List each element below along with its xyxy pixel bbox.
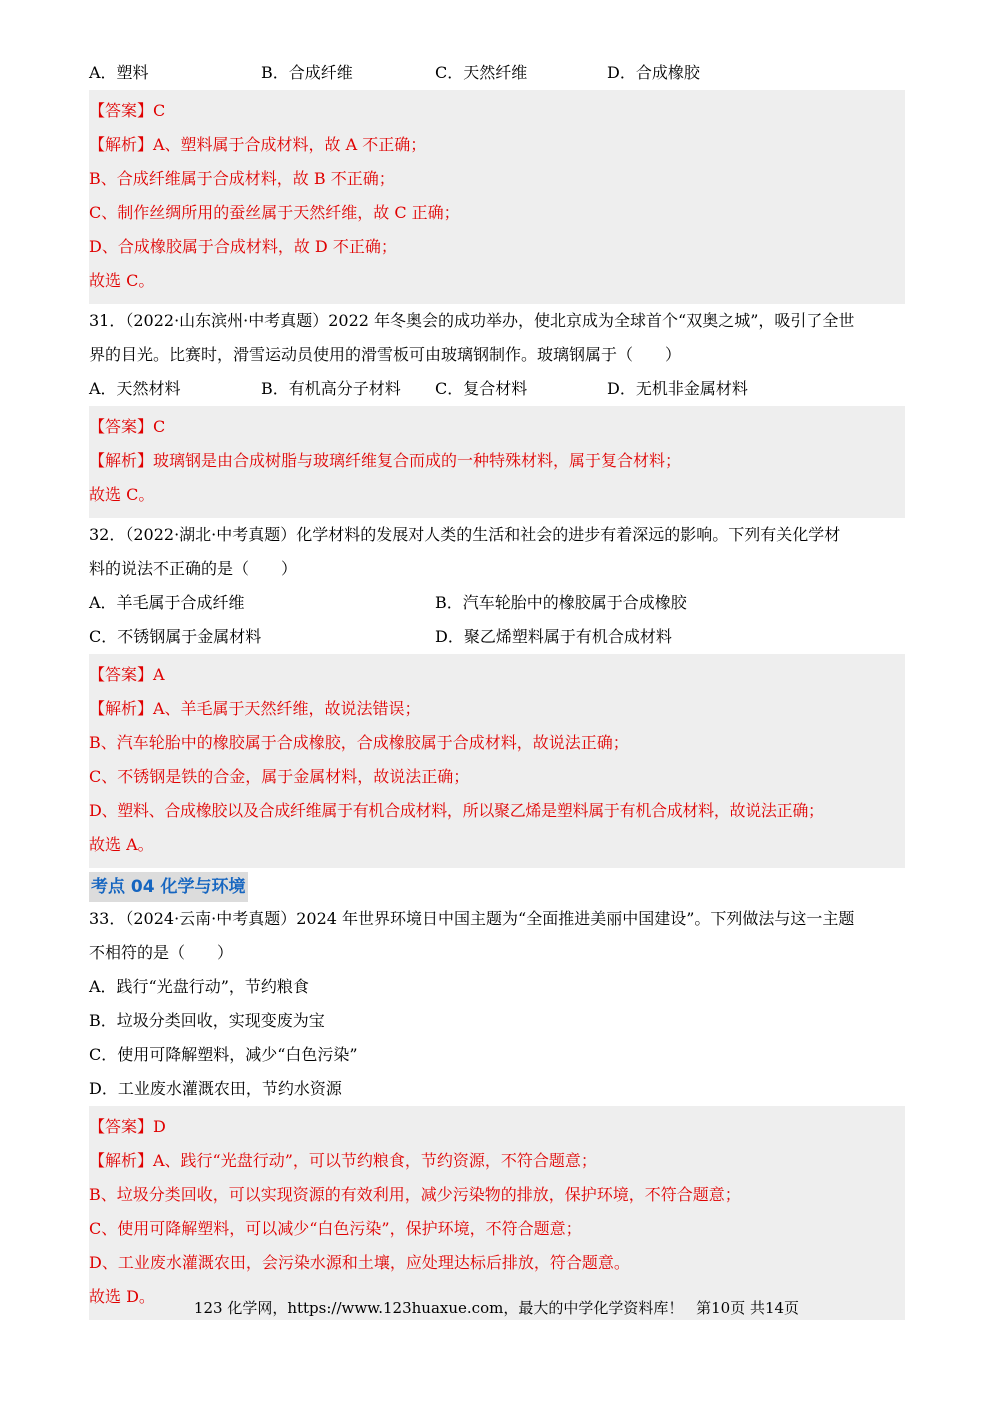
analysis-line: 【解析】玻璃钢是由合成树脂与玻璃纤维复合而成的一种特殊材料，属于复合材料；	[89, 451, 682, 470]
q31-answer-block	[89, 406, 905, 518]
option-b: B．有机高分子材料	[261, 379, 401, 398]
section-title: 考点 04 化学与环境	[89, 872, 248, 902]
analysis-line: B、垃圾分类回收，可以实现资源的有效利用，减少污染物的排放，保护环境，不符合题意；	[89, 1185, 741, 1204]
option-c: C．不锈钢属于金属材料	[89, 627, 262, 646]
analysis-line: B、合成纤维属于合成材料，故 B 不正确；	[89, 169, 395, 188]
option-c: C．天然纤维	[435, 63, 528, 82]
page-footer	[0, 1296, 993, 1320]
option-a: A．羊毛属于合成纤维	[89, 593, 245, 612]
analysis-line: D、塑料、合成橡胶以及合成纤维属于有机合成材料，所以聚乙烯是塑料属于有机合成材料，故说法正确；	[89, 801, 824, 820]
analysis-line: C、不锈钢是铁的合金，属于金属材料，故说法正确；	[89, 767, 470, 786]
answer-line: 【答案】C	[89, 101, 166, 120]
q32-options-row2	[89, 620, 905, 654]
question-stem: 料的说法不正确的是（ ）	[89, 559, 298, 578]
option-c: C．使用可降解塑料，减少“白色污染”	[89, 1045, 358, 1064]
analysis-line: 【解析】A、践行“光盘行动”，可以节约粮食，节约资源，不符合题意；	[89, 1151, 597, 1170]
analysis-line: B、汽车轮胎中的橡胶属于合成橡胶，合成橡胶属于合成材料，故说法正确；	[89, 733, 629, 752]
option-d: D．聚乙烯塑料属于有机合成材料	[435, 627, 672, 646]
analysis-line: 【解析】A、塑料属于合成材料，故 A 不正确；	[89, 135, 427, 154]
q30-options	[89, 56, 905, 90]
q30-answer-block	[89, 90, 905, 304]
footer-page-number: 第10页 共14页	[696, 1299, 800, 1317]
q32-answer-block	[89, 654, 905, 868]
question-stem: 31．（2022·山东滨州·中考真题）2022 年冬奥会的成功举办，使北京成为全球首个“双奥之城”，吸引了全世	[89, 311, 855, 330]
option-d: D．无机非金属材料	[607, 379, 748, 398]
analysis-line: 故选 C。	[89, 271, 155, 290]
analysis-line: 故选 A。	[89, 835, 154, 854]
option-a: A．塑料	[89, 63, 149, 82]
option-a: A．天然材料	[89, 379, 181, 398]
option-d: D．合成橡胶	[607, 63, 700, 82]
answer-line: 【答案】C	[89, 417, 166, 436]
q33-answer-block	[89, 1106, 905, 1320]
question-stem: 32．（2022·湖北·中考真题）化学材料的发展对人类的生活和社会的进步有着深远的影响。下列有关化学材	[89, 525, 841, 544]
analysis-line: C、使用可降解塑料，可以减少“白色污染”，保护环境，不符合题意；	[89, 1219, 582, 1238]
question-stem: 不相符的是（ ）	[89, 943, 234, 962]
answer-line: 【答案】D	[89, 1117, 166, 1136]
q32-options-row1	[89, 586, 905, 620]
question-stem: 33．（2024·云南·中考真题）2024 年世界环境日中国主题为“全面推进美丽中国建设”。下列做法与这一主题	[89, 909, 855, 928]
option-b: B．汽车轮胎中的橡胶属于合成橡胶	[435, 593, 687, 612]
analysis-line: D、合成橡胶属于合成材料，故 D 不正确；	[89, 237, 397, 256]
analysis-line: 故选 D。	[89, 1287, 155, 1306]
option-b: B．垃圾分类回收，实现变废为宝	[89, 1011, 325, 1030]
footer-site: 123 化学网，https://www.123huaxue.com，最大的中学化学资料库！	[193, 1299, 684, 1317]
option-a: A．践行“光盘行动”，节约粮食	[89, 977, 309, 996]
question-stem: 界的目光。比赛时，滑雪运动员使用的滑雪板可由玻璃钢制作。玻璃钢属于（ ）	[89, 345, 682, 364]
q31-options	[89, 372, 905, 406]
section-heading	[89, 872, 905, 902]
answer-line: 【答案】A	[89, 665, 165, 684]
option-d: D．工业废水灌溉农田，节约水资源	[89, 1079, 342, 1098]
analysis-line: D、工业废水灌溉农田，会污染水源和土壤，应处理达标后排放，符合题意。	[89, 1253, 630, 1272]
option-c: C．复合材料	[435, 379, 528, 398]
analysis-line: C、制作丝绸所用的蚕丝属于天然纤维，故 C 正确；	[89, 203, 460, 222]
analysis-line: 【解析】A、羊毛属于天然纤维，故说法错误；	[89, 699, 421, 718]
option-b: B．合成纤维	[261, 63, 353, 82]
analysis-line: 故选 C。	[89, 485, 155, 504]
page-content	[89, 56, 905, 1320]
